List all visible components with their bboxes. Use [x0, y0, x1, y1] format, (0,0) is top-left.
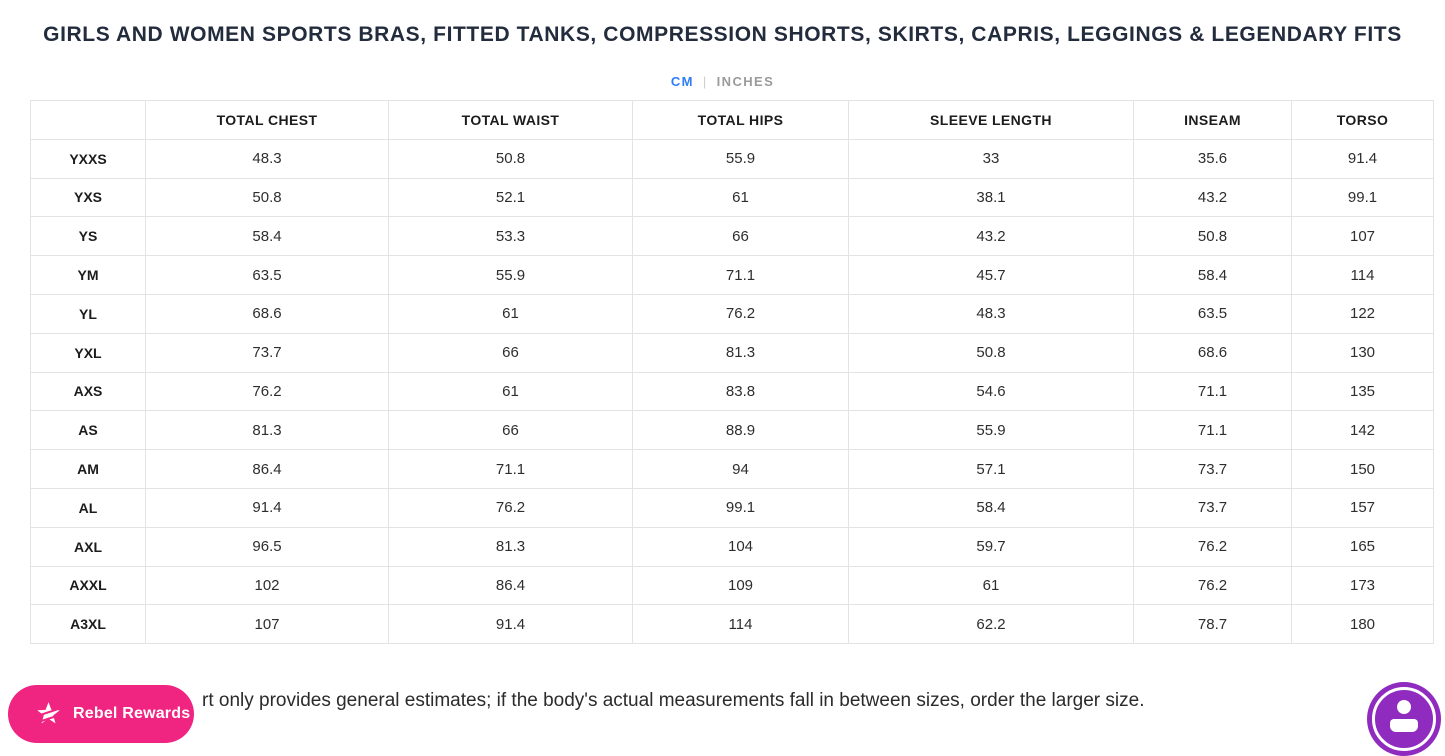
table-cell: 71.1	[389, 450, 633, 489]
size-label: AM	[31, 450, 146, 489]
size-label: YXS	[31, 178, 146, 217]
table-cell: 86.4	[389, 566, 633, 605]
table-cell: 66	[389, 411, 633, 450]
size-label: AXS	[31, 372, 146, 411]
table-row	[31, 605, 1434, 644]
table-cell: 66	[389, 333, 633, 372]
table-row	[31, 566, 1434, 605]
table-cell: 86.4	[146, 450, 389, 489]
table-cell: 68.6	[146, 294, 389, 333]
table-cell: 57.1	[849, 450, 1134, 489]
table-cell: 76.2	[1134, 527, 1292, 566]
table-cell: 109	[633, 566, 849, 605]
table-cell: 38.1	[849, 178, 1134, 217]
table-cell: 76.2	[633, 294, 849, 333]
table-cell: 71.1	[1134, 411, 1292, 450]
table-cell: 58.4	[1134, 256, 1292, 295]
table-cell: 76.2	[146, 372, 389, 411]
table-cell: 55.9	[849, 411, 1134, 450]
star-icon	[35, 701, 62, 728]
table-row	[31, 294, 1434, 333]
unit-cm-button[interactable]: CM	[670, 74, 694, 89]
table-cell: 81.3	[389, 527, 633, 566]
table-cell: 33	[849, 139, 1134, 178]
person-icon-torso	[1390, 719, 1418, 732]
size-chart-table	[30, 100, 1434, 644]
size-label: AS	[31, 411, 146, 450]
table-cell: 88.9	[633, 411, 849, 450]
unit-toggle-divider: |	[702, 74, 708, 89]
table-cell: 59.7	[849, 527, 1134, 566]
table-cell: 63.5	[146, 256, 389, 295]
table-cell: 102	[146, 566, 389, 605]
table-cell: 52.1	[389, 178, 633, 217]
table-cell: 61	[633, 178, 849, 217]
column-header-total-waist: TOTAL WAIST	[389, 101, 633, 140]
table-cell: 107	[146, 605, 389, 644]
table-cell: 73.7	[1134, 488, 1292, 527]
table-cell: 73.7	[1134, 450, 1292, 489]
table-cell: 104	[633, 527, 849, 566]
table-cell: 130	[1292, 333, 1434, 372]
table-cell: 157	[1292, 488, 1434, 527]
table-cell: 43.2	[849, 217, 1134, 256]
table-row	[31, 333, 1434, 372]
table-cell: 53.3	[389, 217, 633, 256]
unit-inches-button[interactable]: INCHES	[716, 74, 775, 89]
sizing-disclaimer-text: rt only provides general estimates; if the body's actual measurements fall in between sizes, order the larger size.	[202, 690, 1145, 711]
size-label: YL	[31, 294, 146, 333]
table-row	[31, 527, 1434, 566]
table-cell: 61	[849, 566, 1134, 605]
table-cell: 142	[1292, 411, 1434, 450]
table-cell: 94	[633, 450, 849, 489]
table-cell: 58.4	[146, 217, 389, 256]
size-label: YXXS	[31, 139, 146, 178]
person-icon	[1397, 700, 1411, 714]
table-cell: 107	[1292, 217, 1434, 256]
table-cell: 83.8	[633, 372, 849, 411]
table-cell: 62.2	[849, 605, 1134, 644]
table-cell: 81.3	[146, 411, 389, 450]
table-cell: 45.7	[849, 256, 1134, 295]
table-row	[31, 450, 1434, 489]
table-cell: 55.9	[389, 256, 633, 295]
table-cell: 122	[1292, 294, 1434, 333]
size-label: A3XL	[31, 605, 146, 644]
table-cell: 76.2	[1134, 566, 1292, 605]
column-header-torso: TORSO	[1292, 101, 1434, 140]
table-cell: 35.6	[1134, 139, 1292, 178]
table-cell: 63.5	[1134, 294, 1292, 333]
table-cell: 66	[633, 217, 849, 256]
table-cell: 43.2	[1134, 178, 1292, 217]
column-header-inseam: INSEAM	[1134, 101, 1292, 140]
table-row	[31, 372, 1434, 411]
table-cell: 78.7	[1134, 605, 1292, 644]
page-title: GIRLS AND WOMEN SPORTS BRAS, FITTED TANKS, COMPRESSION SHORTS, SKIRTS, CAPRIS, LEGGINGS & LEGENDARY FITS	[43, 23, 1402, 46]
table-cell: 91.4	[1292, 139, 1434, 178]
table-cell: 71.1	[1134, 372, 1292, 411]
unit-toggle	[0, 74, 1445, 89]
table-cell: 73.7	[146, 333, 389, 372]
table-cell: 165	[1292, 527, 1434, 566]
table-row	[31, 217, 1434, 256]
table-cell: 48.3	[146, 139, 389, 178]
table-cell: 150	[1292, 450, 1434, 489]
table-cell: 91.4	[146, 488, 389, 527]
column-header-sleeve-length: SLEEVE LENGTH	[849, 101, 1134, 140]
table-row	[31, 488, 1434, 527]
size-label: AXXL	[31, 566, 146, 605]
table-row	[31, 256, 1434, 295]
table-cell: 114	[1292, 256, 1434, 295]
size-label: YM	[31, 256, 146, 295]
table-cell: 99.1	[1292, 178, 1434, 217]
column-header-total-hips: TOTAL HIPS	[633, 101, 849, 140]
table-cell: 76.2	[389, 488, 633, 527]
table-row	[31, 139, 1434, 178]
table-cell: 50.8	[1134, 217, 1292, 256]
table-cell: 135	[1292, 372, 1434, 411]
size-label: YXL	[31, 333, 146, 372]
size-label: AL	[31, 488, 146, 527]
table-row	[31, 411, 1434, 450]
table-cell: 48.3	[849, 294, 1134, 333]
column-header-total-chest: TOTAL CHEST	[146, 101, 389, 140]
table-cell: 180	[1292, 605, 1434, 644]
table-cell: 54.6	[849, 372, 1134, 411]
table-cell: 96.5	[146, 527, 389, 566]
table-cell: 91.4	[389, 605, 633, 644]
table-cell: 58.4	[849, 488, 1134, 527]
size-label: YS	[31, 217, 146, 256]
column-header-size	[31, 101, 146, 140]
table-cell: 61	[389, 294, 633, 333]
table-cell: 114	[633, 605, 849, 644]
table-cell: 71.1	[633, 256, 849, 295]
table-cell: 50.8	[849, 333, 1134, 372]
table-header-row	[31, 101, 1434, 140]
table-cell: 81.3	[633, 333, 849, 372]
table-cell: 173	[1292, 566, 1434, 605]
table-cell: 55.9	[633, 139, 849, 178]
accessibility-widget-button[interactable]	[1367, 682, 1441, 756]
table-row	[31, 178, 1434, 217]
table-cell: 61	[389, 372, 633, 411]
table-cell: 50.8	[146, 178, 389, 217]
table-cell: 99.1	[633, 488, 849, 527]
table-cell: 68.6	[1134, 333, 1292, 372]
table-cell: 50.8	[389, 139, 633, 178]
rebel-rewards-label: Rebel Rewards	[73, 705, 191, 722]
size-label: AXL	[31, 527, 146, 566]
